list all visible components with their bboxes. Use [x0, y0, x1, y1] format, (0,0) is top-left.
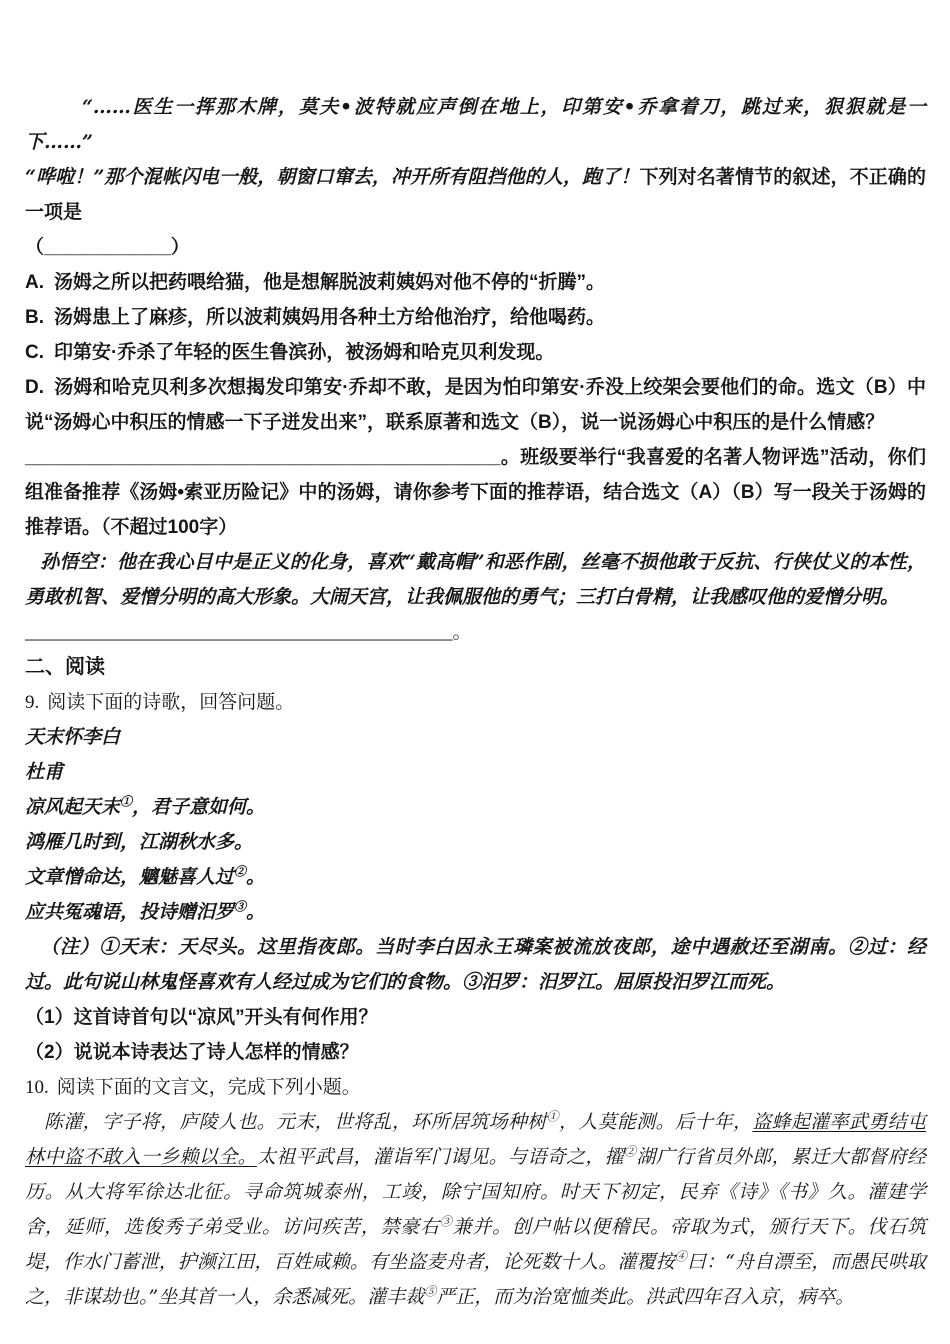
multiple-choice-stem: 下列对名著情节的叙述，不正确的一项是 — [25, 167, 926, 223]
text-segment: 凉风起天末 — [25, 796, 121, 818]
text-segment: 曰：“舟自漂至，而愚民哄取之，非谋劫也。”坐其首一人，余悉减死。灌丰裁 — [25, 1251, 926, 1308]
recommendation-example: 孙悟空：他在我心目中是正义的化身，喜欢“戴高帽”和恶作剧，丝毫不损他敢于反抗、行侠仗义的本性，勇敢机智、爱憎分明的高大形象。大闹天宫，让我佩服他的勇气；三打白骨精，让我感叹他的爱憎分明。 — [25, 551, 926, 608]
option-d-text: 汤姆和哈克贝利多次想揭发印第安·乔却不敢，是因为怕印第安·乔没上绞架会要他们的命。选文（B）中说“汤姆心中积压的情感一下子迸发出来”，联系原著和选文（B），说一说汤姆心中积压的是什么情感？ — [25, 377, 926, 433]
option-b-label: B. — [25, 307, 44, 328]
option-d-label: D. — [25, 377, 44, 398]
footnote-marker: ② — [624, 1144, 637, 1159]
option-d — [25, 370, 926, 440]
classical-passage — [25, 1105, 926, 1315]
option-a-text: 汤姆之所以把药喂给猫，他是想解脱波莉姨妈对他不停的“折腾”。 — [54, 272, 606, 293]
answer-blank-line: _____________________________________________。 — [25, 622, 472, 643]
footnote-marker: ⑤ — [424, 1284, 437, 1299]
footnote-marker: ④ — [674, 1249, 687, 1264]
question9-stem-text: 阅读下面的诗歌，回答问题。 — [47, 692, 295, 713]
question10-number: 10. — [25, 1077, 49, 1098]
text-segment: 兼并。创户帖以便稽民。帝取为式，颁行天下。伐石筑堤，作水门蓄泄，护濒江田，百姓咸赖。有坐盗麦舟者，论死数十人。灌覆按 — [25, 1216, 926, 1273]
section-title-reading: 二、阅读 — [25, 656, 105, 678]
text-segment: 太祖平武昌，灌诣军门谒见。与语奇之，擢 — [256, 1146, 625, 1168]
writing-task-text: 。班级要举行“我喜爱的名著人物评选”活动，你们组准备推荐《汤姆•索亚历险记》中的汤姆，请你参考下面的推荐语，结合选文（A）（B）写一段关于汤姆的推荐语。（不超过100字） — [25, 447, 926, 538]
poem-line-3 — [25, 860, 926, 895]
footnote-marker: ③ — [439, 1214, 453, 1229]
footnote-marker: ② — [234, 864, 247, 879]
poem-author: 杜甫 — [25, 761, 64, 783]
option-c-text: 印第安·乔杀了年轻的医生鲁滨孙，被汤姆和哈克贝利发现。 — [54, 342, 555, 363]
question10-stem — [25, 1070, 926, 1105]
answer-blank-parens: （____________） — [25, 237, 190, 258]
option-c — [25, 335, 926, 370]
novel-excerpt-line2 — [25, 160, 926, 230]
text-segment: 应共冤魂语，投诗赠汨罗 — [25, 901, 235, 923]
poem-line-2 — [25, 825, 926, 860]
text-segment: ，君子意如何。 — [132, 796, 266, 818]
poem-note: （注）①天末：天尽头。这里指夜郎。当时李白因永王璘案被流放夜郎，途中遇赦还至湖南。②过：经过。此句说山林鬼怪喜欢有人经过成为它们的食物。③汨罗：汨罗江。屈原投汨罗江而死。 — [25, 936, 926, 993]
option-c-label: C. — [25, 342, 44, 363]
option-a — [25, 265, 926, 300]
text-segment: 。 — [246, 901, 266, 923]
fill-in-blank-line: _____________________________________________ — [25, 447, 501, 468]
novel-excerpt-quote: “哗啦！”那个混帐闪电一般，朝窗口窜去，冲开所有阻挡他的人，跑了！ — [25, 166, 640, 188]
text-segment: 文章憎命达，魑魅喜人过 — [25, 866, 235, 888]
text-segment: ，人莫能测。后十年， — [558, 1111, 753, 1133]
text-segment: 。 — [246, 866, 266, 888]
question9-sub2: （2）说说本诗表达了诗人怎样的情感？ — [25, 1042, 359, 1063]
question9-sub1: （1）这首诗首句以“凉风”开头有何作用？ — [25, 1007, 378, 1028]
option-b-text: 汤姆患上了麻疹，所以波莉姨妈用各种土方给他治疗，给他喝药。 — [54, 307, 606, 328]
footnote-marker: ① — [546, 1109, 559, 1124]
question9-number: 9. — [25, 692, 40, 713]
poem-line-4 — [25, 895, 926, 930]
text-segment: 严正，而为治宽恤类此。洪武四年召入京，病卒。 — [436, 1286, 855, 1308]
novel-excerpt-line1: “……医生一挥那木牌，莫夫•波特就应声倒在地上，印第安•乔拿着刀，跳过来，狠狠就是一下……” — [25, 96, 926, 153]
text-segment: 盗蜂起灌率武勇结屯林中盗不敢入一乡赖以全。 — [25, 1111, 926, 1168]
question10-stem-text: 阅读下面的文言文，完成下列小题。 — [56, 1077, 361, 1098]
text-segment: 鸿雁几时到，江湖秋水多。 — [25, 831, 254, 853]
question9-stem — [25, 685, 926, 720]
footnote-marker: ③ — [234, 899, 247, 914]
text-segment: 湖广行省员外郎，累迁大都督府经历。从大将军徐达北征。寻命筑城泰州，工竣，除宁国知府。时天下初定，民弃《诗》《书》久。灌建学舍，延师，选俊秀子弟受业。访问疾苦，禁豪右 — [25, 1146, 926, 1238]
poem-title: 天末怀李白 — [25, 726, 121, 748]
text-segment: 陈灌，字子将，庐陵人也。元末，世将乱，环所居筑场种树 — [44, 1111, 547, 1133]
footnote-marker: ① — [120, 794, 133, 809]
poem-line-1 — [25, 790, 926, 825]
writing-task — [25, 440, 926, 545]
option-b — [25, 300, 926, 335]
option-a-label: A. — [25, 272, 44, 293]
